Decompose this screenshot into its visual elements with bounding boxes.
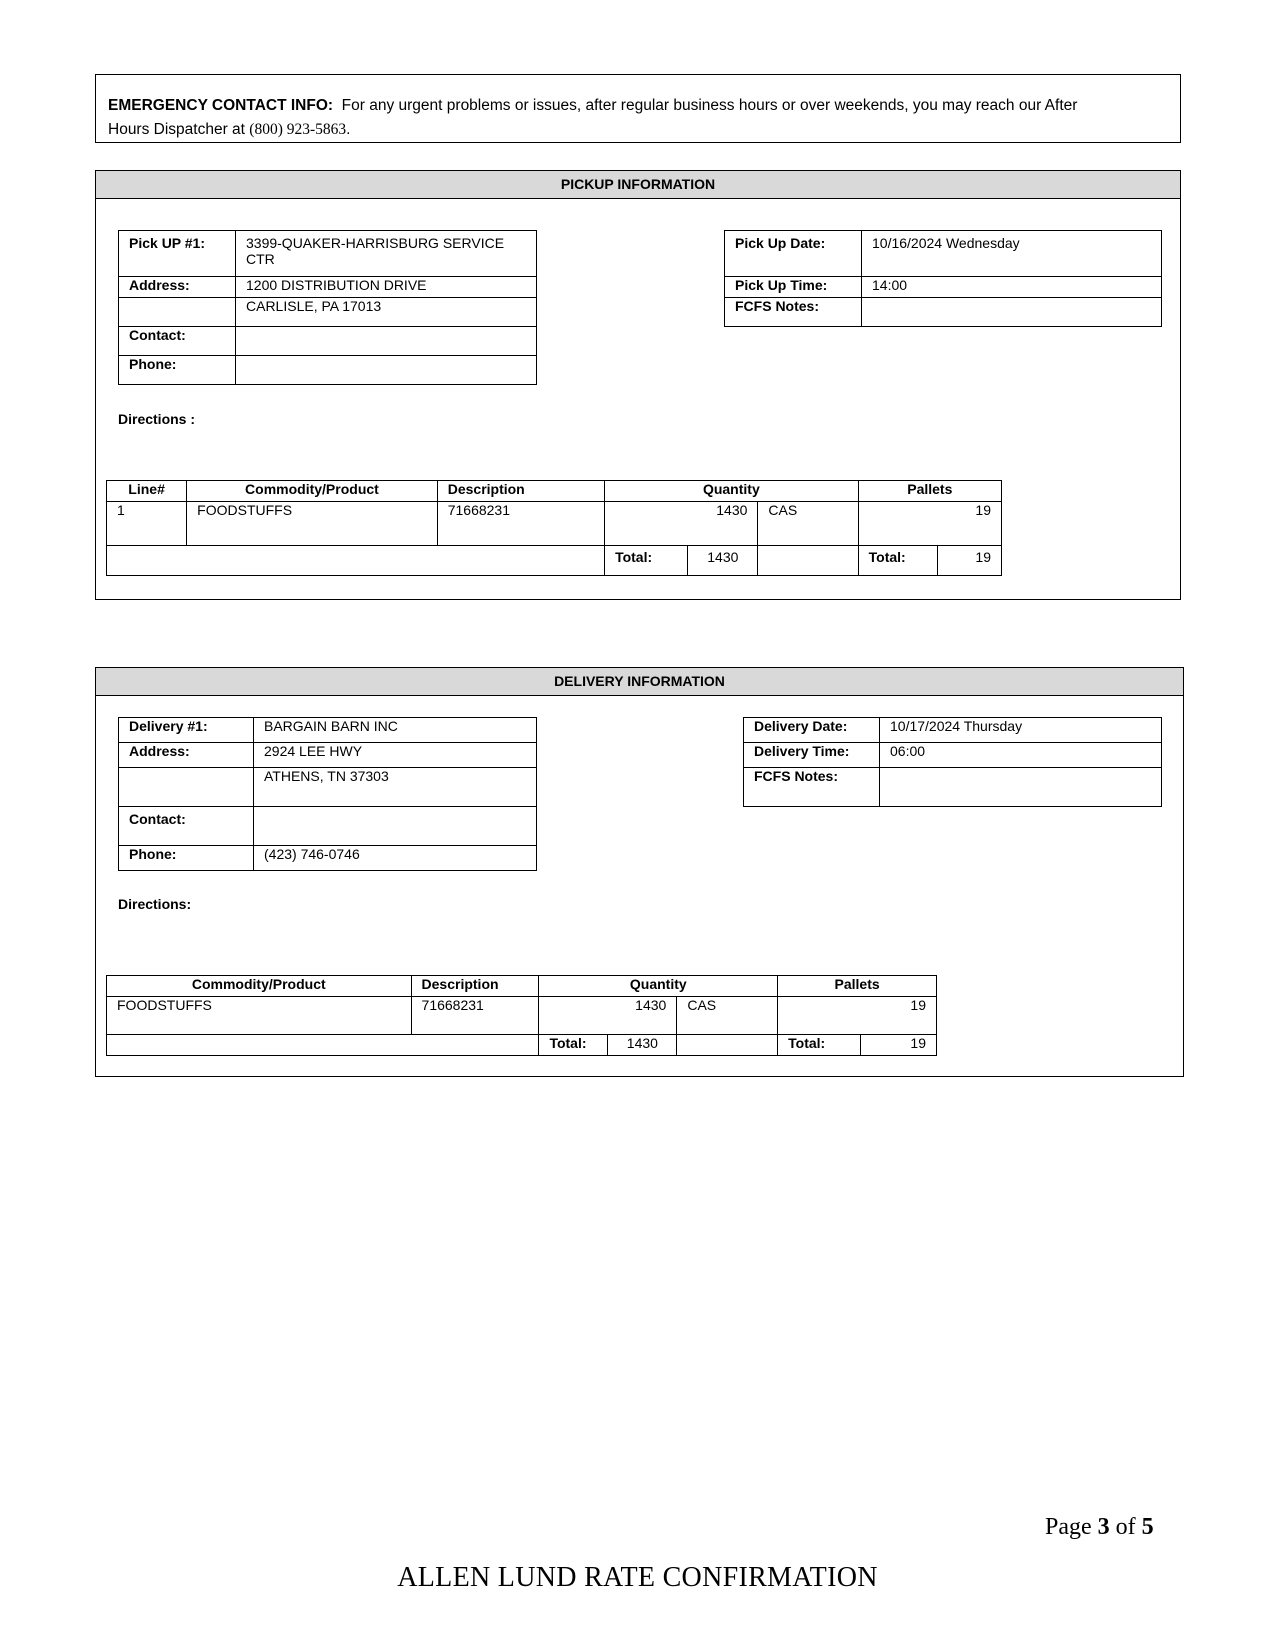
document-footer-title: ALLEN LUND RATE CONFIRMATION bbox=[397, 1562, 878, 1593]
delivery-total-pallets: 19 bbox=[861, 1035, 937, 1056]
delivery-address-line1: 2924 LEE HWY bbox=[254, 743, 537, 768]
delivery-date-label: Delivery Date: bbox=[744, 718, 880, 743]
pickup-col-quantity: Quantity bbox=[605, 481, 859, 502]
emergency-label: EMERGENCY CONTACT INFO: bbox=[108, 97, 334, 114]
delivery-stop-label: Delivery #1: bbox=[119, 718, 254, 743]
pickup-fcfs-label: FCFS Notes: bbox=[725, 298, 862, 327]
pickup-item-line: 1 bbox=[107, 502, 187, 546]
delivery-time-value: 06:00 bbox=[880, 743, 1162, 768]
table-row bbox=[107, 997, 937, 1035]
pickup-col-pallets: Pallets bbox=[858, 481, 1001, 502]
delivery-time-label: Delivery Time: bbox=[744, 743, 880, 768]
pickup-item-commodity: FOODSTUFFS bbox=[187, 502, 438, 546]
pickup-phone-value bbox=[236, 356, 537, 385]
delivery-contact-value bbox=[254, 807, 537, 846]
delivery-stop-table bbox=[118, 717, 537, 871]
pickup-col-commodity: Commodity/Product bbox=[187, 481, 438, 502]
delivery-schedule-table bbox=[743, 717, 1162, 807]
page-total: 5 bbox=[1141, 1514, 1154, 1540]
pickup-address-label: Address: bbox=[119, 277, 236, 298]
pickup-phone-label: Phone: bbox=[119, 356, 236, 385]
delivery-address-label: Address: bbox=[119, 743, 254, 768]
page-of: of bbox=[1115, 1514, 1136, 1540]
page-number bbox=[1045, 1514, 1154, 1541]
emergency-line-2: Hours Dispatcher at (800) 923-5863. bbox=[108, 121, 351, 138]
delivery-items-table bbox=[106, 975, 937, 1056]
pickup-item-description: 71668231 bbox=[437, 502, 604, 546]
delivery-total-quantity: 1430 bbox=[608, 1035, 677, 1056]
pickup-item-pallets: 19 bbox=[858, 502, 1001, 546]
emergency-line-1 bbox=[108, 97, 1077, 115]
delivery-col-commodity: Commodity/Product bbox=[107, 976, 412, 997]
page-prefix: Page bbox=[1045, 1514, 1092, 1540]
delivery-item-quantity: 1430 bbox=[539, 997, 677, 1035]
pickup-total-label: Total: bbox=[605, 546, 688, 576]
pickup-stop-value: 3399-QUAKER-HARRISBURG SERVICE CTR bbox=[236, 231, 537, 277]
delivery-address-line2: ATHENS, TN 37303 bbox=[254, 768, 537, 807]
delivery-date-value: 10/17/2024 Thursday bbox=[880, 718, 1162, 743]
delivery-col-description: Description bbox=[411, 976, 539, 997]
delivery-total-label: Total: bbox=[539, 1035, 608, 1056]
delivery-fcfs-label: FCFS Notes: bbox=[744, 768, 880, 807]
emergency-text-line2: Hours Dispatcher at bbox=[108, 121, 245, 138]
emergency-text-line1: For any urgent problems or issues, after regular business hours or over weekends, you may reach our After bbox=[341, 97, 1078, 114]
pickup-address-line2: CARLISLE, PA 17013 bbox=[236, 298, 537, 327]
delivery-col-pallets: Pallets bbox=[778, 976, 937, 997]
delivery-item-pallets: 19 bbox=[778, 997, 937, 1035]
delivery-item-description: 71668231 bbox=[411, 997, 539, 1035]
pickup-items-table bbox=[106, 480, 1002, 576]
delivery-total-pallets-label: Total: bbox=[778, 1035, 861, 1056]
delivery-item-unit: CAS bbox=[677, 997, 778, 1035]
pickup-schedule-table bbox=[724, 230, 1162, 327]
pickup-contact-label: Contact: bbox=[119, 327, 236, 356]
pickup-stop-label: Pick UP #1: bbox=[119, 231, 236, 277]
delivery-col-quantity: Quantity bbox=[539, 976, 778, 997]
delivery-fcfs-value bbox=[880, 768, 1162, 807]
pickup-directions-label: Directions : bbox=[118, 411, 196, 427]
pickup-stop-table bbox=[118, 230, 537, 385]
delivery-item-commodity: FOODSTUFFS bbox=[107, 997, 412, 1035]
pickup-date-label: Pick Up Date: bbox=[725, 231, 862, 277]
pickup-address-line1: 1200 DISTRIBUTION DRIVE bbox=[236, 277, 537, 298]
pickup-total-quantity: 1430 bbox=[688, 546, 758, 576]
pickup-item-quantity: 1430 bbox=[605, 502, 758, 546]
pickup-contact-value bbox=[236, 327, 537, 356]
emergency-contact-box bbox=[95, 74, 1181, 143]
pickup-total-pallets-label: Total: bbox=[858, 546, 937, 576]
pickup-fcfs-value bbox=[862, 298, 1162, 327]
table-row bbox=[107, 502, 1002, 546]
pickup-col-description: Description bbox=[437, 481, 604, 502]
pickup-section-title: PICKUP INFORMATION bbox=[96, 171, 1180, 199]
emergency-phone: (800) 923-5863 bbox=[249, 121, 347, 138]
pickup-col-line: Line# bbox=[107, 481, 187, 502]
pickup-time-value: 14:00 bbox=[862, 277, 1162, 298]
delivery-section-title: DELIVERY INFORMATION bbox=[96, 668, 1183, 696]
pickup-total-row bbox=[107, 546, 1002, 576]
delivery-directions-label: Directions: bbox=[118, 896, 192, 912]
delivery-stop-value: BARGAIN BARN INC bbox=[254, 718, 537, 743]
pickup-time-label: Pick Up Time: bbox=[725, 277, 862, 298]
pickup-item-unit: CAS bbox=[758, 502, 858, 546]
delivery-phone-label: Phone: bbox=[119, 846, 254, 871]
delivery-phone-value: (423) 746-0746 bbox=[254, 846, 537, 871]
pickup-date-value: 10/16/2024 Wednesday bbox=[862, 231, 1162, 277]
delivery-contact-label: Contact: bbox=[119, 807, 254, 846]
page-current: 3 bbox=[1097, 1514, 1110, 1540]
pickup-total-pallets: 19 bbox=[937, 546, 1001, 576]
delivery-total-row bbox=[107, 1035, 937, 1056]
